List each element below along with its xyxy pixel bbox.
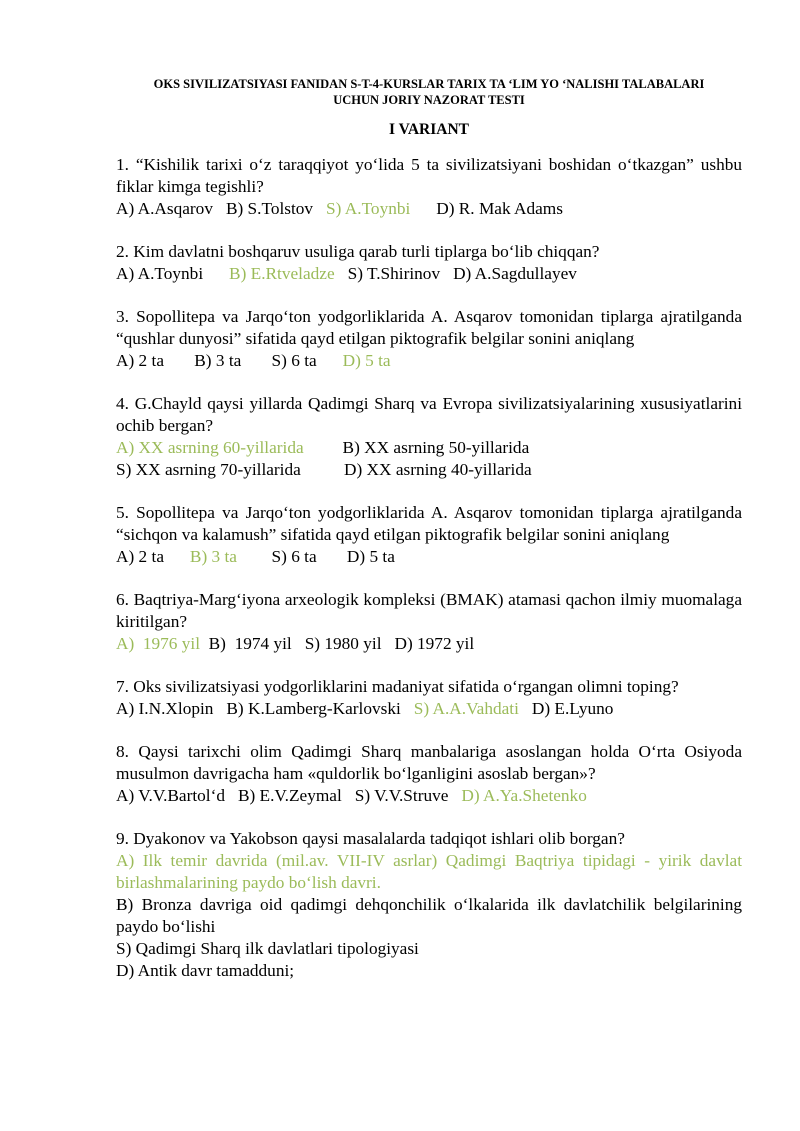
answer-options bbox=[116, 437, 742, 481]
option-b: B) E.V.Zeymal bbox=[237, 786, 342, 805]
answer-options bbox=[116, 633, 742, 655]
option-s-correct: S) A.Toynbi bbox=[326, 199, 411, 218]
question-text: 4. G.Chayld qaysi yillarda Qadimgi Sharq va Evropa sivilizatsiyalarining xususiyatlarini ochib bergan? bbox=[116, 394, 742, 435]
option-a: A) I.N.Xlopin bbox=[116, 699, 214, 718]
option-a: A) 2 ta bbox=[116, 351, 164, 370]
question-9 bbox=[116, 828, 742, 982]
option-s: S) V.V.Struve bbox=[354, 786, 449, 805]
option-b: B) Bronza davriga oid qadimgi dehqonchilik o‘lkalarida ilk davlatchilik belgilarining paydo bo‘lishi bbox=[116, 895, 742, 936]
option-b-correct: B) E.Rtveladze bbox=[229, 264, 335, 283]
option-s: S) XX asrning 70-yillarida bbox=[116, 460, 301, 479]
option-a: A) V.V.Bartol‘d bbox=[116, 786, 225, 805]
option-s: S) T.Shirinov bbox=[347, 264, 441, 283]
option-d: D) XX asrning 40-yillarida bbox=[343, 460, 532, 479]
option-d: D) A.Sagdullayev bbox=[453, 264, 577, 283]
question-1 bbox=[116, 154, 742, 220]
option-a-correct: A) 1976 yil bbox=[116, 634, 201, 653]
option-s: S) 6 ta bbox=[271, 351, 317, 370]
option-b: B) 3 ta bbox=[194, 351, 242, 370]
question-list bbox=[116, 154, 742, 982]
option-a-correct: A) XX asrning 60-yillarida bbox=[116, 438, 304, 457]
document-title bbox=[116, 76, 742, 108]
question-text: 7. Oks sivilizatsiyasi yodgorliklarini madaniyat sifatida o‘rgangan olimni toping? bbox=[116, 677, 679, 696]
question-text: 8. Qaysi tarixchi olim Qadimgi Sharq manbalariga asoslangan holda O‘rta Osiyoda musulmon davrigacha ham «quldorlik bo‘lganligini asoslab bergan»? bbox=[116, 742, 742, 783]
question-text: 5. Sopollitepa va Jarqo‘ton yodgorliklarida A. Asqarov tomonidan tiplarga ajratilganda “sichqon va kalamush” sifatida qayd etilgan piktografik belgilar sonini aniqlang bbox=[116, 503, 742, 544]
question-text: 2. Kim davlatni boshqaruv usuliga qarab turli tiplarga bo‘lib chiqqan? bbox=[116, 242, 600, 261]
answer-options bbox=[116, 198, 742, 220]
option-a: A) A.Asqarov bbox=[116, 199, 213, 218]
option-a-correct: A) Ilk temir davrida (mil.av. VII-IV asrlar) Qadimgi Baqtriya tipidagi - yirik davlat birlashmalarining paydo bo‘lish davri. bbox=[116, 851, 742, 892]
question-2 bbox=[116, 241, 742, 285]
option-b-correct: B) 3 ta bbox=[189, 547, 237, 566]
question-text: 1. “Kishilik tarixi o‘z taraqqiyot yo‘lida 5 ta sivilizatsiyani boshidan o‘tkazgan” ushbu fiklar kimga tegishli? bbox=[116, 155, 742, 196]
option-b: B) 1974 yil bbox=[208, 634, 292, 653]
option-a: A) A.Toynbi bbox=[116, 264, 204, 283]
option-d: D) Antik davr tamadduni; bbox=[116, 961, 295, 980]
answer-options bbox=[116, 546, 742, 568]
question-5 bbox=[116, 502, 742, 568]
answer-options bbox=[116, 263, 742, 285]
option-b: B) S.Tolstov bbox=[225, 199, 314, 218]
option-d: D) 1972 yil bbox=[394, 634, 475, 653]
option-b: B) K.Lamberg-Karlovski bbox=[226, 699, 401, 718]
option-s: S) 1980 yil bbox=[304, 634, 382, 653]
answer-options bbox=[116, 698, 742, 720]
option-s-correct: S) A.A.Vahdati bbox=[413, 699, 519, 718]
question-7 bbox=[116, 676, 742, 720]
question-8 bbox=[116, 741, 742, 807]
title-line-2: UCHUN JORIY NAZORAT TESTI bbox=[333, 93, 525, 107]
option-s: S) Qadimgi Sharq ilk davlatlari tipologiyasi bbox=[116, 939, 419, 958]
option-d-correct: D) A.Ya.Shetenko bbox=[461, 786, 587, 805]
question-6 bbox=[116, 589, 742, 655]
question-text: 9. Dyakonov va Yakobson qaysi masalalarda tadqiqot ishlari olib borgan? bbox=[116, 829, 625, 848]
question-4 bbox=[116, 393, 742, 481]
option-d-correct: D) 5 ta bbox=[342, 351, 391, 370]
option-d: D) R. Mak Adams bbox=[436, 199, 563, 218]
option-d: D) 5 ta bbox=[346, 547, 395, 566]
option-s: S) 6 ta bbox=[271, 547, 317, 566]
option-a: A) 2 ta bbox=[116, 547, 164, 566]
question-3 bbox=[116, 306, 742, 372]
answer-options bbox=[116, 350, 742, 372]
question-text: 3. Sopollitepa va Jarqo‘ton yodgorliklarida A. Asqarov tomonidan tiplarga ajratilganda “qushlar dunyosi” sifatida qayd etilgan piktografik belgilar sonini aniqlang bbox=[116, 307, 742, 348]
variant-heading: I VARIANT bbox=[389, 121, 469, 138]
option-d: D) E.Lyuno bbox=[531, 699, 614, 718]
answer-options bbox=[116, 785, 742, 807]
question-text: 6. Baqtriya-Marg‘iyona arxeologik kompleksi (BMAK) atamasi qachon ilmiy muomalaga kiritilgan? bbox=[116, 590, 742, 631]
title-line-1: OKS SIVILIZATSIYASI FANIDAN S-T-4-KURSLAR TARIX TA ‘LIM YO ‘NALISHI TALABALARI bbox=[153, 77, 705, 91]
option-b: B) XX asrning 50-yillarida bbox=[342, 438, 530, 457]
answer-options bbox=[116, 850, 742, 982]
